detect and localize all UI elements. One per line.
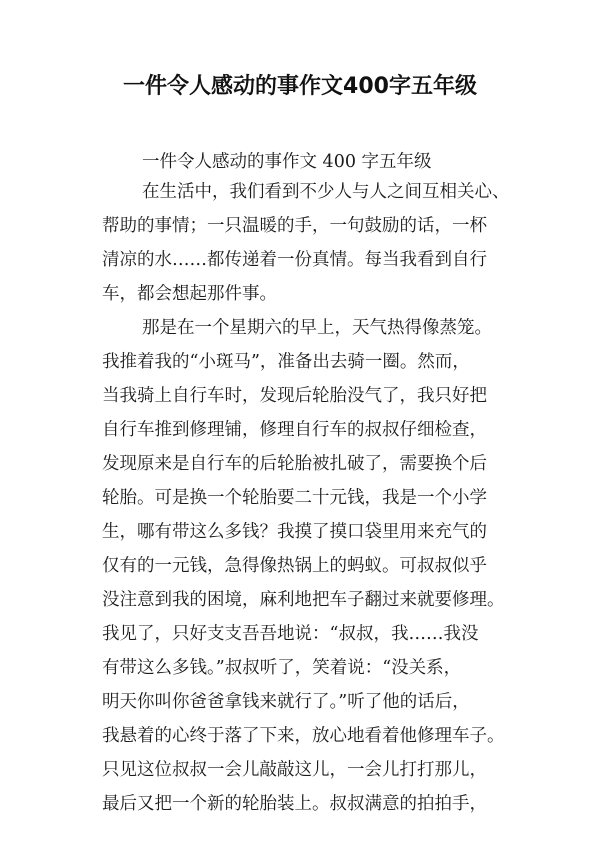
text-line: 我见了，只好支支吾吾地说：“叔叔，我……我没 <box>102 624 479 644</box>
text-line: 当我骑上自行车时，发现后轮胎没气了，我只好把 <box>102 386 487 406</box>
text-line: 最后又把一个新的轮胎装上。叔叔满意的拍拍手， <box>102 794 487 814</box>
text-line: 我推着我的“小斑马”，准备出去骑一圈。然而， <box>102 352 470 372</box>
text-line: 在生活中，我们看到不少人与人之间互相关心、 <box>142 182 510 202</box>
text-line: 只见这位叔叔一会儿敲敲这儿，一会儿打打那儿， <box>102 760 487 780</box>
text-line: 轮胎。可是换一个轮胎要二十元钱，我是一个小学 <box>102 488 487 508</box>
text-line: 自行车推到修理铺，修理自行车的叔叔仔细检查， <box>102 420 487 440</box>
text-line: 清凉的水……都传递着一份真情。每当我看到自行 <box>102 250 487 270</box>
text-line: 生，哪有带这么多钱？我摸了摸口袋里用来充气的 <box>102 522 487 542</box>
document-title: 一件令人感动的事作文400字五年级 <box>123 74 477 99</box>
text-line: 车，都会想起那件事。 <box>102 284 277 304</box>
text-line: 那是在一个星期六的早上，天气热得像蒸笼。 <box>142 318 492 338</box>
text-line: 我悬着的心终于落了下来，放心地看着他修理车子。 <box>102 726 505 746</box>
text-line: 发现原来是自行车的后轮胎被扎破了，需要换个后 <box>102 454 487 474</box>
subtitle-line: 一件令人感动的事作文 400 字五年级 <box>142 152 432 172</box>
text-line: 帮助的事情；一只温暖的手，一句鼓励的话，一杯 <box>102 216 487 236</box>
text-line: 明天你叫你爸爸拿钱来就行了。”听了他的话后， <box>102 692 470 712</box>
text-line: 仅有的一元钱，急得像热锅上的蚂蚁。可叔叔似乎 <box>102 556 487 576</box>
text-line: 有带这么多钱。”叔叔听了，笑着说：“没关系， <box>102 658 462 678</box>
text-line: 没注意到我的困境，麻利地把车子翻过来就要修理。 <box>102 590 505 610</box>
